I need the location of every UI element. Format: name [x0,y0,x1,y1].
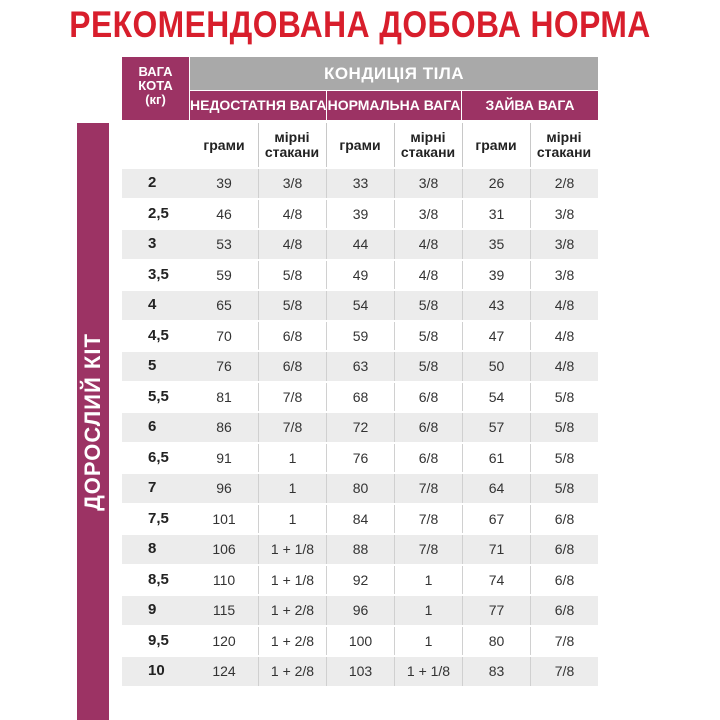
overweight-grams-cell: 39 [462,261,530,290]
overweight-grams-cell: 31 [462,200,530,229]
overweight-cups-cell: 5/8 [530,413,598,442]
underweight-cups-cell: 1 + 1/8 [258,566,326,595]
normal-cups-cell: 4/8 [394,261,462,290]
underweight-grams-cell: 124 [212,663,236,679]
header-cat-weight [122,57,189,120]
normal-cups-cell: 3/8 [394,200,462,229]
overweight-cups-cell: 6/8 [530,596,598,625]
unit-cups-normal [394,123,462,167]
underweight-grams-cell: 120 [212,632,236,649]
underweight-grams-cell: 96 [216,480,232,496]
overweight-grams-cell: 74 [462,566,530,595]
unit-cups-line-1: мірні [410,129,446,145]
overweight-grams-cell: 43 [462,291,530,320]
header-normal-weight: НОРМАЛЬНА ВАГА [327,91,461,120]
underweight-cups-cell: 1 + 2/8 [258,627,326,656]
cat-weight-cell: 6 [148,418,157,435]
normal-grams-cell: 59 [326,322,394,351]
overweight-cups-cell: 4/8 [530,291,598,320]
unit-cups-line-2: стакани [400,144,456,160]
normal-grams-cell: 76 [326,444,394,473]
cat-weight-cell: 2,5 [148,204,169,222]
normal-cups-cell: 7/8 [394,505,462,534]
normal-grams-cell: 84 [326,505,394,534]
underweight-cups-cell: 5/8 [258,261,326,290]
overweight-cups-cell: 3/8 [530,200,598,229]
underweight-grams-cell: 39 [216,175,232,191]
header-weight-line-2: КОТА [138,78,173,93]
normal-cups-cell: 3/8 [394,169,462,198]
unit-cups-overweight [530,123,598,167]
header-overweight: ЗАЙВА ВАГА [462,91,598,120]
cat-weight-cell: 3,5 [148,265,169,283]
unit-grams-overweight: грами [475,136,517,153]
overweight-grams-cell: 71 [462,535,530,564]
cat-weight-cell: 4 [148,296,157,313]
cat-weight-cell: 5 [148,357,157,374]
normal-grams-cell: 39 [326,200,394,229]
underweight-cups-cell: 1 [258,444,326,473]
underweight-grams-cell: 101 [212,510,236,527]
overweight-grams-cell: 50 [462,352,530,381]
underweight-grams-cell: 91 [216,449,232,466]
normal-cups-cell: 5/8 [394,291,462,320]
overweight-grams-cell: 54 [462,383,530,412]
cat-weight-cell: 7 [148,479,157,496]
table-row [122,472,598,503]
cat-weight-cell: 8 [148,540,157,557]
table-row [122,320,598,351]
normal-grams-cell: 96 [326,596,394,625]
unit-grams-underweight: грами [203,136,245,153]
cat-weight-cell: 10 [148,662,165,679]
side-label-adult-cat [77,123,109,720]
overweight-cups-cell: 5/8 [530,474,598,503]
unit-cups-line-1: мірні [546,129,582,145]
normal-grams-cell: 49 [326,261,394,290]
underweight-cups-cell: 4/8 [258,230,326,259]
cat-weight-cell: 8,5 [148,570,169,588]
cat-weight-cell: 3 [148,235,157,252]
overweight-grams-cell: 67 [462,505,530,534]
table-row [122,442,598,473]
normal-cups-cell: 1 + 1/8 [394,657,462,686]
underweight-cups-cell: 1 [258,474,326,503]
overweight-cups-cell: 4/8 [530,352,598,381]
overweight-grams-cell: 61 [462,444,530,473]
normal-cups-cell: 7/8 [394,474,462,503]
underweight-grams-cell: 81 [216,388,232,405]
underweight-grams-cell: 76 [216,358,232,374]
cat-weight-cell: 9,5 [148,631,169,649]
table-row [122,289,598,320]
underweight-grams-cell: 106 [212,541,236,557]
overweight-cups-cell: 5/8 [530,383,598,412]
underweight-grams-cell: 65 [216,297,232,313]
unit-cups-line-1: мірні [274,129,310,145]
underweight-cups-cell: 1 [258,505,326,534]
cat-weight-cell: 2 [148,174,157,191]
underweight-grams-cell: 53 [216,236,232,252]
underweight-grams-cell: 59 [216,266,232,283]
overweight-cups-cell: 6/8 [530,505,598,534]
underweight-cups-cell: 1 + 2/8 [258,596,326,625]
overweight-grams-cell: 57 [462,413,530,442]
underweight-cups-cell: 6/8 [258,352,326,381]
table-row [122,167,598,198]
overweight-cups-cell: 7/8 [530,657,598,686]
overweight-cups-cell: 3/8 [530,261,598,290]
normal-cups-cell: 6/8 [394,383,462,412]
table-row [122,198,598,229]
cat-weight-cell: 5,5 [148,387,169,405]
normal-cups-cell: 5/8 [394,352,462,381]
normal-grams-cell: 63 [326,352,394,381]
unit-cups-line-2: стакани [264,144,320,160]
feeding-table [122,167,598,686]
side-label-text: ДОРОСЛИЙ КІТ [80,332,105,511]
normal-grams-cell: 103 [326,657,394,686]
underweight-cups-cell: 5/8 [258,291,326,320]
overweight-cups-cell: 3/8 [530,230,598,259]
normal-cups-cell: 6/8 [394,444,462,473]
normal-cups-cell: 1 [394,596,462,625]
table-row [122,381,598,412]
table-row [122,564,598,595]
header-weight-line-3: (кг) [145,92,166,107]
underweight-grams-cell: 86 [216,419,232,435]
cat-weight-cell: 9 [148,601,157,618]
underweight-cups-cell: 1 + 2/8 [258,657,326,686]
overweight-grams-cell: 77 [462,596,530,625]
underweight-cups-cell: 7/8 [258,383,326,412]
normal-grams-cell: 88 [326,535,394,564]
underweight-grams-cell: 110 [212,571,236,588]
table-row [122,533,598,564]
underweight-grams-cell: 70 [216,327,232,344]
overweight-grams-cell: 47 [462,322,530,351]
header-underweight: НЕДОСТАТНЯ ВАГА [190,91,326,120]
units-header-row [122,123,598,167]
cat-weight-cell: 6,5 [148,448,169,466]
unit-cups-line-2: стакани [536,144,592,160]
table-row [122,411,598,442]
normal-grams-cell: 33 [326,169,394,198]
table-row [122,655,598,686]
normal-cups-cell: 4/8 [394,230,462,259]
table-row [122,594,598,625]
normal-grams-cell: 44 [326,230,394,259]
overweight-grams-cell: 35 [462,230,530,259]
cat-weight-cell: 7,5 [148,509,169,527]
normal-grams-cell: 100 [326,627,394,656]
normal-cups-cell: 7/8 [394,535,462,564]
cat-weight-cell: 4,5 [148,326,169,344]
overweight-cups-cell: 6/8 [530,566,598,595]
normal-grams-cell: 68 [326,383,394,412]
overweight-cups-cell: 2/8 [530,169,598,198]
underweight-cups-cell: 1 + 1/8 [258,535,326,564]
normal-grams-cell: 72 [326,413,394,442]
overweight-cups-cell: 7/8 [530,627,598,656]
overweight-cups-cell: 6/8 [530,535,598,564]
overweight-grams-cell: 80 [462,627,530,656]
header-weight-line-1: ВАГА [138,64,173,79]
underweight-grams-cell: 46 [216,205,232,222]
unit-cups-underweight [258,123,326,167]
overweight-cups-cell: 5/8 [530,444,598,473]
normal-grams-cell: 92 [326,566,394,595]
table-row [122,228,598,259]
normal-grams-cell: 54 [326,291,394,320]
unit-grams-normal: грами [339,136,381,153]
normal-cups-cell: 1 [394,566,462,595]
table-row [122,625,598,656]
table-row [122,350,598,381]
normal-grams-cell: 80 [326,474,394,503]
table-row [122,503,598,534]
underweight-cups-cell: 4/8 [258,200,326,229]
overweight-grams-cell: 26 [462,169,530,198]
normal-cups-cell: 6/8 [394,413,462,442]
page-title: РЕКОМЕНДОВАНА ДОБОВА НОРМА [69,4,651,45]
underweight-grams-cell: 115 [212,602,236,618]
normal-cups-cell: 5/8 [394,322,462,351]
underweight-cups-cell: 3/8 [258,169,326,198]
normal-cups-cell: 1 [394,627,462,656]
underweight-cups-cell: 7/8 [258,413,326,442]
table-row [122,259,598,290]
overweight-cups-cell: 4/8 [530,322,598,351]
underweight-cups-cell: 6/8 [258,322,326,351]
overweight-grams-cell: 83 [462,657,530,686]
header-body-condition: КОНДИЦІЯ ТІЛА [190,57,598,90]
overweight-grams-cell: 64 [462,474,530,503]
